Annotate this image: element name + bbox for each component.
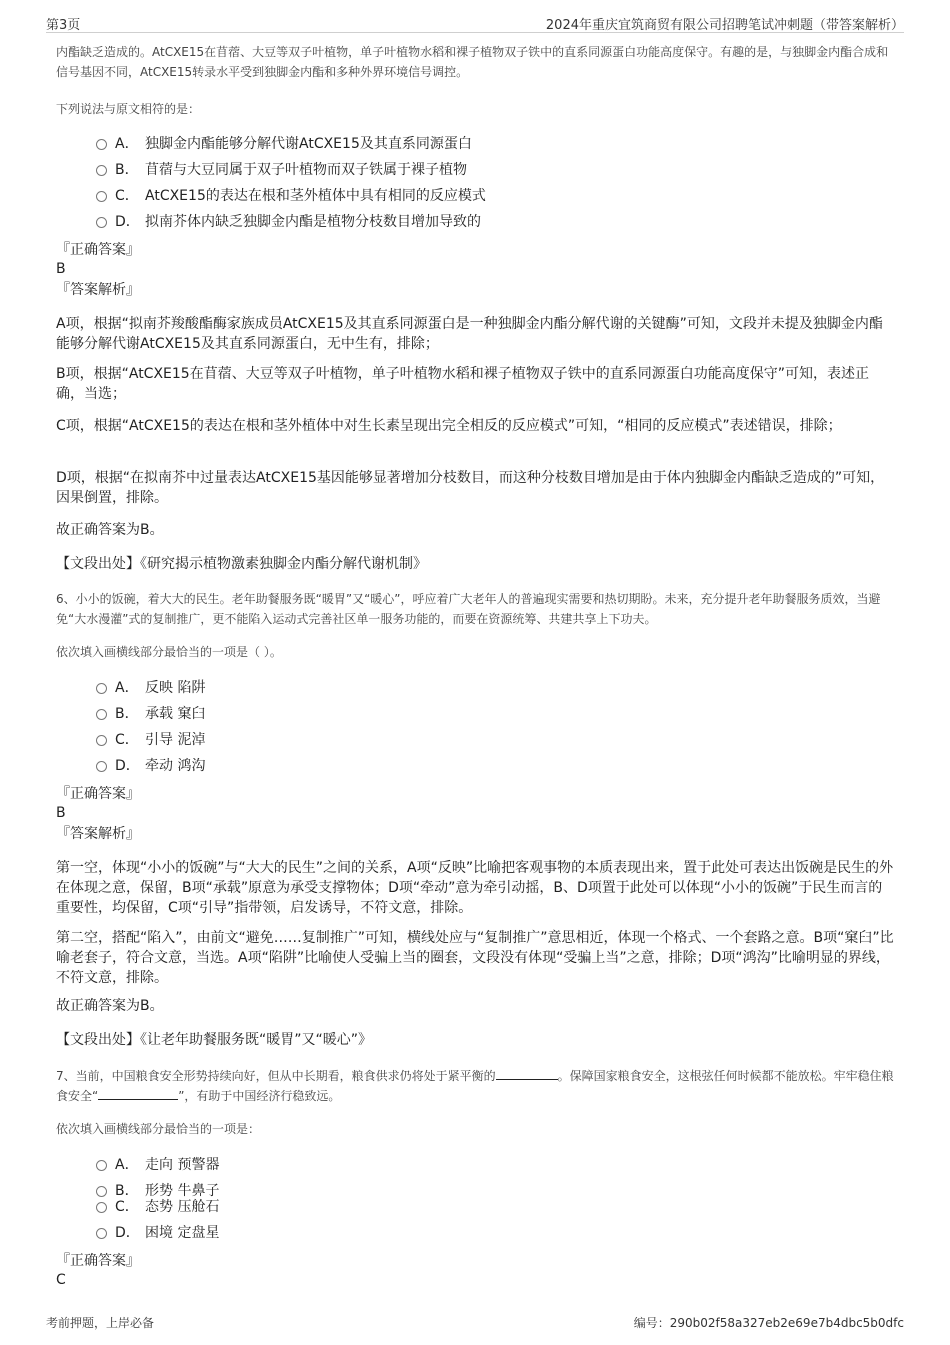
radio-icon[interactable] <box>96 1202 107 1213</box>
footer-doc-id: 编号：290b02f58a327eb2e69e7b4dbc5b0dfc <box>633 1316 904 1330</box>
q6-question: 依次填入画横线部分最恰当的一项是（ ）。 <box>56 645 282 659</box>
q6-option-c[interactable]: C． 引导 泥淖 <box>96 730 205 750</box>
q7-option-c[interactable]: C． 态势 压舱石 <box>96 1197 219 1217</box>
q7-passage: 7、当前，中国粮食安全形势持续向好，但从中长期看，粮食供求仍将处于紧平衡的 。保障国家粮食安全，这根弦任何时候都不能放松。牢牢稳住粮食安全“ ”，有助于中国经济行稳致远。 <box>56 1069 894 1103</box>
q5-passage-tail: 内酯缺乏造成的。AtCXE15在苜蓿、大豆等双子叶植物，单子叶植物水稻和裸子植物双子铁中的直系同源蛋白功能高度保守。有趣的是，与独脚金内酯合成和信号基因不同，AtCXE15转录水平受到独脚金内酯和多种外界环境信号调控。 <box>56 45 889 79</box>
q5-answer-label: 『正确答案』 <box>56 242 140 258</box>
radio-icon[interactable] <box>96 139 107 150</box>
radio-icon[interactable] <box>96 761 107 772</box>
q5-question: 下列说法与原文相符的是： <box>56 102 201 116</box>
q6-passage: 6、小小的饭碗，着大大的民生。老年助餐服务既“暖胃”又“暖心”，呼应着广大老年人的普遍现实需要和热切期盼。未来，充分提升老年助餐服务质效，当避免“大水漫灌”式的复制推广，更不能陷入运动式完善社区单一服务功能的，而要在资源统筹、共建共享上下功夫。 <box>56 592 881 626</box>
q6-analysis-second: 第二空，搭配“陷入”，由前文“避免……复制推广”可知，横线处应与“复制推广”意思相近，体现一个格式、一个套路之意。B项“窠臼”比喻老套子，符合文意，当选。A项“陷阱”比喻使人受骗上当的圈套，文段没有体现“受骗上当”之意，排除；D项“鸿沟”比喻明显的界线，不符文意，排除。 <box>56 930 894 986</box>
q5-option-d[interactable]: D． 拟南芥体内缺乏独脚金内酯是植物分枝数目增加导致的 <box>96 212 481 232</box>
q7-answer-label: 『正确答案』 <box>56 1253 140 1269</box>
fill-blank-1 <box>496 1067 558 1080</box>
radio-icon[interactable] <box>96 683 107 694</box>
q5-option-b[interactable]: B． 苜蓿与大豆同属于双子叶植物而双子铁属于裸子植物 <box>96 160 467 180</box>
q6-analysis-first: 第一空，体现“小小的饭碗”与“大大的民生”之间的关系，A项“反映”比喻把客观事物的本质表现出来，置于此处可表达出饭碗是民生的外在体现之意，保留，B项“承载”原意为承受支撑物体；D项“牵动”意为牵引动摇，B、D项置于此处可以体现“小小的饭碗”于民生而言的重要性，均保留，C项“引导”指带领，启发诱导，不符文意，排除。 <box>56 860 894 916</box>
q6-analysis-label: 『答案解析』 <box>56 826 140 842</box>
q5-source: 【文段出处】《研究揭示植物激素独脚金内酯分解代谢机制》 <box>56 556 427 572</box>
radio-icon[interactable] <box>96 191 107 202</box>
fill-blank-2 <box>98 1087 178 1100</box>
radio-icon[interactable] <box>96 709 107 720</box>
q7-answer: C <box>56 1272 66 1288</box>
q7-option-a[interactable]: A． 走向 预警器 <box>96 1155 219 1175</box>
q6-answer-label: 『正确答案』 <box>56 786 140 802</box>
q5-analysis-a: A项，根据“拟南芥羧酸酯酶家族成员AtCXE15及其直系同源蛋白是一种独脚金内酯分解代谢的关键酶”可知，文段并未提及独脚金内酯能够分解代谢AtCXE15及其直系同源蛋白，无中生有，排除； <box>56 316 883 352</box>
q6-conclusion: 故正确答案为B。 <box>56 998 164 1014</box>
document-title: 2024年重庆宜筑商贸有限公司招聘笔试冲刺题（带答案解析） <box>545 18 904 33</box>
q6-source: 【文段出处】《让老年助餐服务既“暖胃”又“暖心”》 <box>56 1032 373 1048</box>
q7-option-b[interactable]: B． 形势 牛鼻子 <box>96 1181 219 1201</box>
radio-icon[interactable] <box>96 165 107 176</box>
radio-icon[interactable] <box>96 1160 107 1171</box>
q6-answer: B <box>56 805 66 821</box>
radio-icon[interactable] <box>96 217 107 228</box>
q5-conclusion: 故正确答案为B。 <box>56 522 164 538</box>
page-header <box>46 10 904 33</box>
radio-icon[interactable] <box>96 1186 107 1197</box>
q7-option-d[interactable]: D． 困境 定盘星 <box>96 1223 219 1243</box>
q5-option-a[interactable]: A． 独脚金内酯能够分解代谢AtCXE15及其直系同源蛋白 <box>96 134 472 154</box>
q7-question: 依次填入画横线部分最恰当的一项是： <box>56 1122 261 1136</box>
q5-option-c[interactable]: C． AtCXE15的表达在根和茎外植体中具有相同的反应模式 <box>96 186 486 206</box>
q5-analysis-d: D项，根据“在拟南芥中过量表达AtCXE15基因能够显著增加分枝数目，而这种分枝数目增加是由于体内独脚金内酯缺乏造成的”可知，因果倒置，排除。 <box>56 470 885 506</box>
footer-slogan: 考前押题，上岸必备 <box>46 1316 155 1330</box>
q6-option-d[interactable]: D． 牵动 鸿沟 <box>96 756 205 776</box>
q5-answer: B <box>56 261 66 277</box>
q6-option-a[interactable]: A． 反映 陷阱 <box>96 678 205 698</box>
page-number: 第3页 <box>46 18 81 33</box>
radio-icon[interactable] <box>96 1228 107 1239</box>
q5-analysis-label: 『答案解析』 <box>56 282 140 298</box>
q5-analysis-c: C项，根据“AtCXE15的表达在根和茎外植体中对生长素呈现出完全相反的反应模式”可知，“相同的反应模式”表述错误，排除； <box>56 418 842 434</box>
q5-analysis-b: B项，根据“AtCXE15在苜蓿、大豆等双子叶植物，单子叶植物水稻和裸子植物双子铁中的直系同源蛋白功能高度保守”可知，表述正确，当选； <box>56 366 869 402</box>
q6-option-b[interactable]: B． 承载 窠臼 <box>96 704 205 724</box>
radio-icon[interactable] <box>96 735 107 746</box>
